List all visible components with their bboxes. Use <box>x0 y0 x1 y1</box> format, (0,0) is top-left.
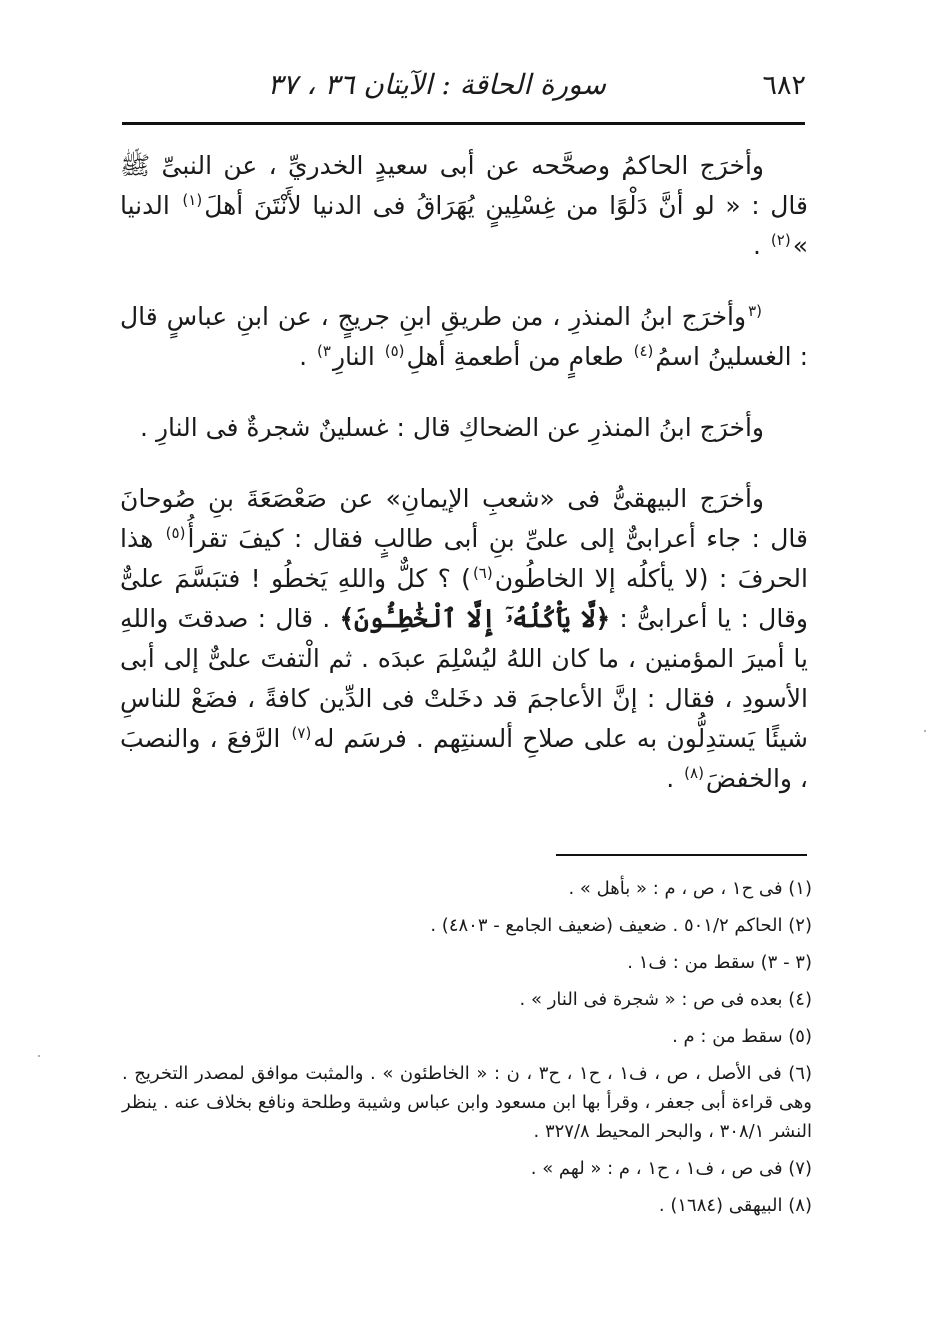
text-run: ) ؟ كلٌّ واللهِ يَخطُو ! فتبَسَّمَ علىٌّ وقال : يا أعرابىُّ : <box>120 564 808 633</box>
footnote-marker: (١) <box>182 190 203 209</box>
text-run: وأخرَج البيهقىُّ فى «شعبِ الإيمانِ» عن صَعْصَعَةَ بنِ صُوحانَ قال : جاء أعرابىٌّ إلى علىِّ بنِ أبى طالبٍ فقال : كيفَ تقرأُ <box>120 484 809 553</box>
footnote-marker: (٧) <box>291 723 312 742</box>
footnote-item: (٢) الحاكم ٥٠١/٢ . ضعيف (ضعيف الجامع - ٤٨٠٣) . <box>430 915 812 936</box>
paragraph <box>120 297 808 377</box>
footnote-item: (٤) بعده فى ص : « شجرة فى النار » . <box>519 989 812 1010</box>
footnote-marker: (٢) <box>770 230 791 249</box>
footnote-item: (٦) فى الأصل ، ص ، ف١ ، ح١ ، ح٣ ، ن : « الخاطئون » . والمثبت موافق لمصدر التخريج . وهى قراءة أبى جعفر ، وقرأ بها ابن مسعود وابن عباس وشيبة وطلحة ونافع بخلاف عنه . ينظر النشر ٣٠٨/١ ، والبحر المحيط ٣٢٧/٨ . <box>122 1063 813 1142</box>
footnotes <box>122 874 812 1228</box>
scan-speck <box>38 1055 40 1057</box>
text-run: الرَّفعَ ، والنصبَ ، والخفضَ <box>120 724 808 793</box>
paragraph <box>120 479 808 799</box>
text-run: هذا الحرفَ : (لا يأكلُه إلا الخاطُون <box>120 524 808 593</box>
footnote-item: (١) فى ح١ ، ص ، م : « بأهل » . <box>568 878 812 899</box>
text-run: طعامٍ من أطعمةِ أهلِ <box>406 342 632 371</box>
footnote-marker: (٥) <box>165 523 186 542</box>
footnote-marker: (٦) <box>472 563 493 582</box>
footnote-marker: (٣ <box>748 301 762 320</box>
footnote-item: (٥) سقط من : م . <box>672 1026 812 1047</box>
footnote-item: (٣ - ٣) سقط من : ف١ . <box>627 952 812 973</box>
paragraph <box>120 408 808 448</box>
scan-speck <box>924 730 926 732</box>
text-run: وأخرَج الحاكمُ وصحَّحه عن أبى سعيدٍ الخدريِّ ، عن النبىِّ ﷺ قال : « لو أنَّ دَلْوًا من غِسْلِينٍ يُهَرَاقُ فى الدنيا لأَنْتَنَ أهلَ <box>120 151 808 220</box>
text-run: النارِ <box>332 342 383 371</box>
text-run: . <box>299 342 316 371</box>
footnote-marker: ٣) <box>317 341 331 360</box>
quran-verse: ﴿لَّا يَأْكُلُهُۥٓ إِلَّا ٱلْخَٰطِـُٔونَ﴾ <box>339 604 611 633</box>
paragraph <box>120 146 808 266</box>
page-header <box>118 62 806 122</box>
footnote-separator <box>556 854 807 856</box>
text-run: . قال : صدقتَ واللهِ يا أميرَ المؤمنين ، ما كان اللهُ ليُسْلِمَ عبدَه . ثم الْتفتَ علىٌّ إلى أبى الأسودِ ، فقال : إنَّ الأعاجمَ قد دخَلتْ فى الدِّين كافةً ، فضَعْ للناسِ شيئًا يَستدِلُّون به على صلاحِ ألسنتِهم . فرسَم له <box>120 604 808 753</box>
main-text <box>120 146 808 830</box>
text-run: وأخرَج ابنُ المنذرِ ، من طريقِ ابنِ جريجٍ ، عن ابنِ عباسٍ قال : الغسلينُ اسمُ <box>120 302 808 371</box>
text-run: . <box>753 231 769 260</box>
header-rule <box>122 122 805 125</box>
text-run: وأخرَج ابنُ المنذرِ عن الضحاكِ قال : غسلينٌ شجرةٌ فى النارِ . <box>140 413 764 442</box>
footnote-marker: (٥) <box>384 341 405 360</box>
running-title: سورة الحاقة : الآيتان ٣٦ ، ٣٧ <box>267 68 606 101</box>
text-run: . <box>666 764 683 793</box>
text-run: الدنيا » <box>120 191 808 260</box>
footnote-marker: (٨) <box>684 763 704 782</box>
page-number: ٦٨٢ <box>762 70 806 101</box>
footnote-item: (٧) فى ص ، ف١ ، ح١ ، م : « لهم » . <box>530 1158 812 1179</box>
footnote-item: (٨) البيهقى (١٦٨٤) . <box>658 1195 812 1216</box>
footnote-marker: (٤) <box>633 341 654 360</box>
